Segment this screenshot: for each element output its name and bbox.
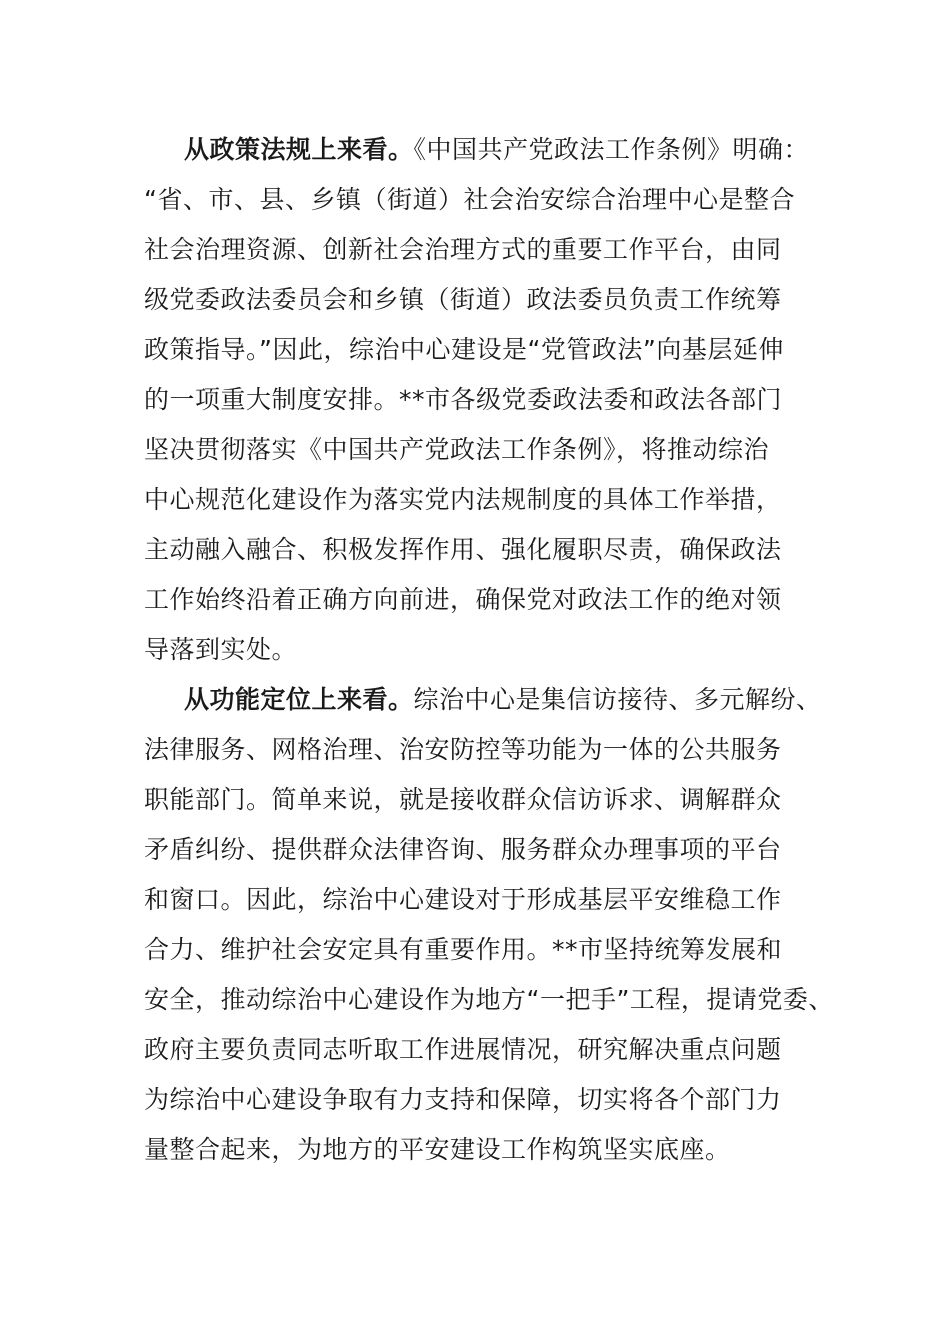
paragraph-text: 综治中心是集信访接待、多元解纷、: [413, 685, 822, 714]
paragraph-line: 社会治理资源、创新社会治理方式的重要工作平台，由同: [144, 235, 782, 264]
paragraph-line: 政策指导。”因此，综治中心建设是“党管政法”向基层延伸: [144, 335, 784, 364]
paragraph-line: 法律服务、网格治理、治安防控等功能为一体的公共服务: [144, 735, 782, 764]
paragraph-line: 的一项重大制度安排。**市各级党委政法委和政法各部门: [144, 385, 783, 414]
paragraph-line: 矛盾纠纷、提供群众法律咨询、服务群众办理事项的平台: [144, 835, 782, 864]
document-body: [144, 125, 834, 1175]
paragraph-line: 政府主要负责同志听取工作进展情况，研究解决重点问题: [144, 1035, 782, 1064]
paragraph-line: 量整合起来，为地方的平安建设工作构筑坚实底座。: [144, 1135, 731, 1164]
paragraph-policy-regulations: [144, 125, 824, 675]
paragraph-text: 《中国共产党政法工作条例》明确：: [413, 135, 810, 164]
paragraph-line: 中心规范化建设作为落实党内法规制度的具体工作举措，: [144, 485, 782, 514]
paragraph-first-line: [144, 675, 824, 725]
paragraph-line: 坚决贯彻落实《中国共产党政法工作条例》，将推动综治: [144, 435, 770, 464]
paragraph-line: “省、市、县、乡镇（街道）社会治安综合治理中心是整合: [144, 185, 795, 214]
paragraph-line: 主动融入融合、积极发挥作用、强化履职尽责，确保政法: [144, 535, 782, 564]
paragraph-functional-positioning: [144, 675, 834, 1175]
paragraph-line: 职能部门。简单来说，就是接收群众信访诉求、调解群众: [144, 785, 782, 814]
paragraph-line: 导落到实处。: [144, 635, 298, 664]
paragraph-line: 安全，推动综治中心建设作为地方“一把手”工程，提请党委、: [144, 985, 834, 1014]
paragraph-line: 和窗口。因此，综治中心建设对于形成基层平安维稳工作: [144, 885, 782, 914]
paragraph-heading: 从功能定位上来看。: [184, 685, 414, 714]
paragraph-line: 为综治中心建设争取有力支持和保障，切实将各个部门力: [144, 1085, 782, 1114]
paragraph-first-line: [144, 125, 824, 175]
paragraph-heading: 从政策法规上来看。: [184, 135, 414, 164]
paragraph-line: 级党委政法委员会和乡镇（街道）政法委员负责工作统筹: [144, 285, 782, 314]
paragraph-line: 工作始终沿着正确方向前进，确保党对政法工作的绝对领: [144, 585, 782, 614]
paragraph-line: 合力、维护社会安定具有重要作用。**市坚持统筹发展和: [144, 935, 783, 964]
